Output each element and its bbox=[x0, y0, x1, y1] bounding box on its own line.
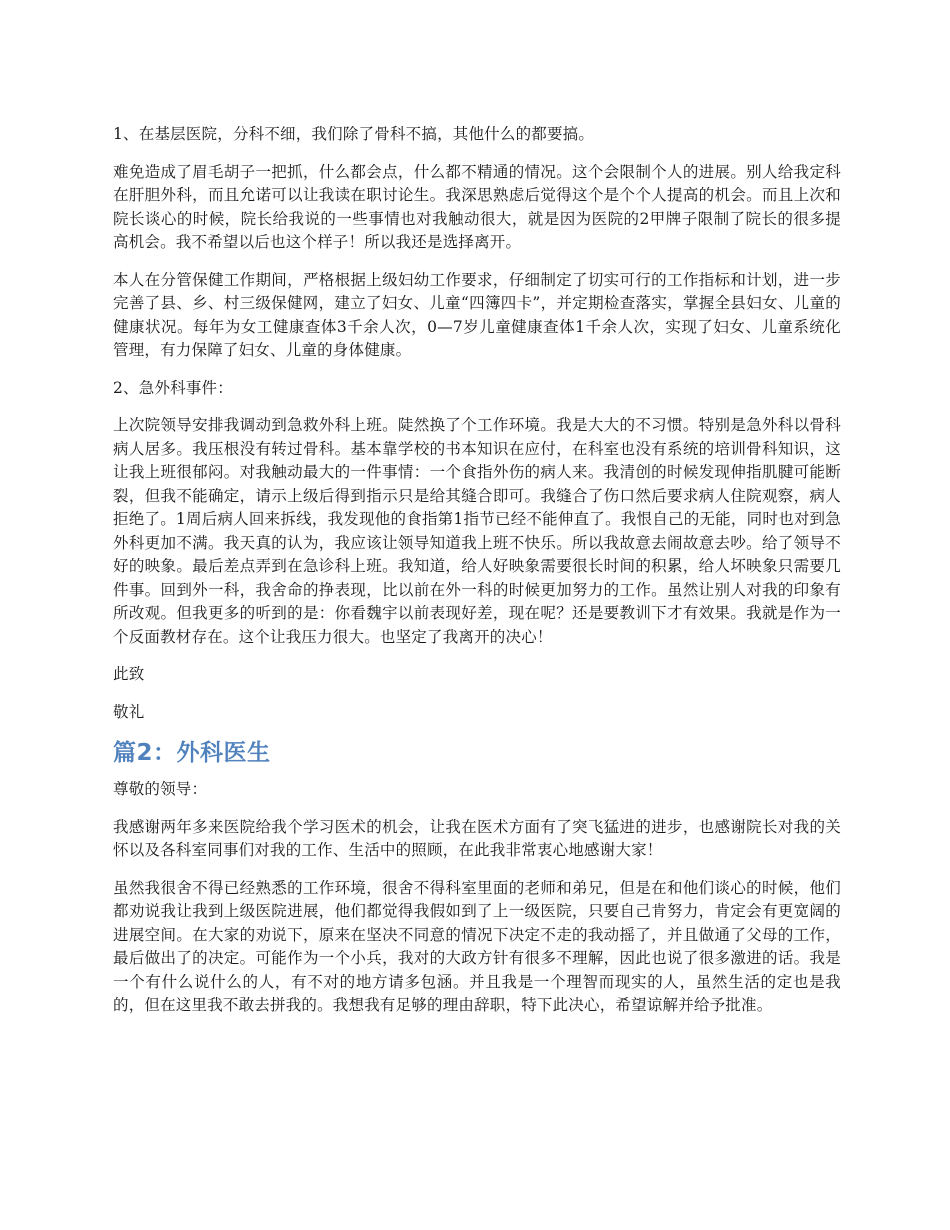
paragraph-health-work: 本人在分管保健工作期间，严格根据上级妇幼工作要求，仔细制定了切实可行的工作指标和计划，进一步完善了县、乡、村三级保健网，建立了妇女、儿童“四簿四卡”，并定期检查落实，掌握全县妇女、儿童的健康状况。每年为女工健康查体3千余人次，0—7岁儿童健康查体1千余人次，实现了妇女、儿童系统化管理，有力保障了妇女、儿童的身体健康。 bbox=[113, 270, 841, 359]
paragraph-specialty: 难免造成了眉毛胡子一把抓，什么都会点，什么都不精通的情况。这个会限制个人的进展。别人给我定科在肝胆外科，而且允诺可以让我读在职讨论生。我深思熟虑后觉得这个是个个人提高的机会。而且上次和院长谈心的时候，院长给我说的一些事情也对我触动很大，就是因为医院的2甲牌子限制了院长的很多提高机会。我不希望以后也这个样子！所以我还是选择离开。 bbox=[113, 162, 841, 251]
paragraph-point-1: 1、在基层医院，分科不细，我们除了骨科不搞，其他什么的都要搞。 bbox=[113, 125, 595, 143]
section-heading: 篇2：外科医生 bbox=[113, 740, 271, 766]
paragraph-emergency-incident: 上次院领导安排我调动到急救外科上班。陡然换了个工作环境。我是大大的不习惯。特别是急外科以骨科病人居多。我压根没有转过骨科。基本靠学校的书本知识在应付，在科室也没有系统的培训骨科知识，这让我上班很郁闷。对我触动最大的一件事情：一个食指外伤的病人来。我清创的时候发现伸指肌腱可能断裂，但我不能确定，请示上级后得到指示只是给其缝合即可。我缝合了伤口然后要求病人住院观察，病人拒绝了。1周后病人回来拆线，我发现他的食指第1指节已经不能伸直了。我恨自己的无能，同时也对到急外科更加不满。我天真的认为，我应该让领导知道我上班不快乐。所以我故意去闹故意去吵。给了领导不好的映象。最后差点弄到在急诊科上班。我知道，给人好映象需要很长时间的积累，给人坏映象只需要几件事。回到外一科，我舍命的挣表现，比以前在外一科的时候更加努力的工作。虽然让别人对我的印象有所改观。但我更多的听到的是：你看魏宇以前表现好差，现在呢？还是要教训下才有效果。我就是作为一个反面教材存在。这个让我压力很大。也坚定了我离开的决心！ bbox=[113, 416, 841, 646]
paragraph-resignation: 虽然我很舍不得已经熟悉的工作环境，很舍不得科室里面的老师和弟兄，但是在和他们谈心的时候，他们都劝说我让我到上级医院进展，他们都觉得我假如到了上一级医院，只要自己肯努力，肯定会有更宽阔的进展空间。在大家的劝说下，原来在坚决不同意的情况下决定不走的我动摇了，并且做通了父母的工作，最后做出了的决定。可能作为一个小兵，我对的大政方针有很多不理解，因此也说了很多激进的话。我是一个有什么说什么的人，有不对的地方请多包涵。并且我是一个理智而现实的人，虽然生活的定也是我的，但在这里我不敢去拼我的。我想我有足够的理由辞职，特下此决心，希望谅解并给予批准。 bbox=[113, 878, 841, 1014]
closing-salutation: 此致 bbox=[113, 665, 145, 683]
closing-regards: 敬礼 bbox=[113, 702, 145, 721]
paragraph-thanks: 我感谢两年多来医院给我个学习医术的机会，让我在医术方面有了突飞猛进的进步，也感谢院长对我的关怀以及各科室同事们对我的工作、生活中的照顾，在此我非常衷心地感谢大家！ bbox=[113, 817, 841, 859]
document-body bbox=[113, 123, 841, 1032]
greeting: 尊敬的领导： bbox=[113, 780, 208, 798]
paragraph-point-2: 2、急外科事件： bbox=[113, 378, 233, 397]
